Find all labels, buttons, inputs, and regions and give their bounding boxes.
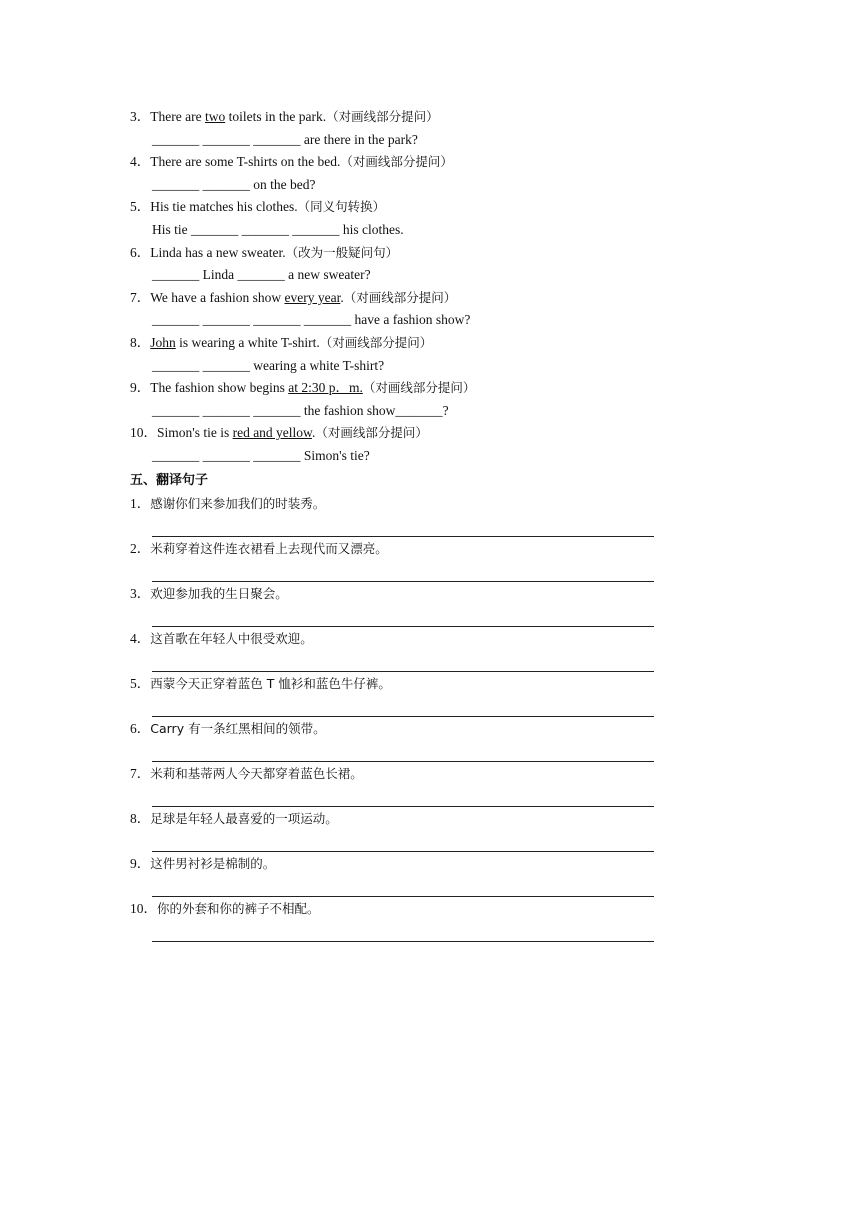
item-number: 9． xyxy=(130,855,151,871)
sentence-text: . xyxy=(340,289,344,305)
translation-question xyxy=(130,763,690,785)
chinese-sentence: 这首歌在年轻人中很受欢迎。 xyxy=(150,630,313,646)
exercise-item-4 xyxy=(130,151,690,196)
item-number: 5． xyxy=(130,675,151,691)
exercise-sentence xyxy=(130,377,690,400)
exercise-item-10 xyxy=(130,422,690,467)
exercise-sentence xyxy=(130,106,690,129)
instruction-text: （改为一般疑问句） xyxy=(285,244,399,260)
exercise-sentence xyxy=(130,332,690,355)
chinese-sentence: 米莉穿着这件连衣裙看上去现代而又漂亮。 xyxy=(150,540,388,556)
sentence-text: is wearing a white T-shirt. xyxy=(175,334,320,350)
translation-item-1 xyxy=(130,493,690,537)
chinese-sentence: 欢迎参加我的生日聚会。 xyxy=(150,585,288,601)
item-number: 7． xyxy=(130,765,151,781)
translation-item-2 xyxy=(130,538,690,582)
exercise-item-7 xyxy=(130,287,690,332)
answer-line[interactable] xyxy=(152,560,654,582)
sentence-text: Linda has a new sweater. xyxy=(150,244,286,260)
exercise-number: 4． xyxy=(130,154,151,170)
answer-blank-line[interactable]: _______ _______ _______ _______ have a fashion show? xyxy=(152,312,471,328)
answer-blank-line[interactable]: _______ _______ _______ the fashion show_______? xyxy=(152,402,449,418)
section-title: 五、翻译句子 xyxy=(130,472,209,488)
exercise-sentence xyxy=(130,422,690,445)
exercise-item-5 xyxy=(130,196,690,241)
exercise-number: 3． xyxy=(130,109,151,124)
instruction-text: （对画线部分提问） xyxy=(343,289,457,305)
item-number: 4． xyxy=(130,630,151,646)
exercise-sentence xyxy=(130,242,690,265)
translation-question xyxy=(130,583,690,605)
item-number: 6． xyxy=(130,720,151,736)
item-number: 2． xyxy=(130,540,151,556)
answer-line[interactable] xyxy=(152,695,654,717)
chinese-sentence: 西蒙今天正穿着蓝色 T 恤衫和蓝色牛仔裤。 xyxy=(150,675,391,691)
exercise-number: 8． xyxy=(130,334,151,350)
underlined-part: two xyxy=(204,109,226,124)
exercise-item-8 xyxy=(130,332,690,377)
item-number: 3． xyxy=(130,585,151,601)
translation-question xyxy=(130,538,690,560)
chinese-sentence: 足球是年轻人最喜爱的一项运动。 xyxy=(150,810,338,826)
sentence-text: There are some T-shirts on the bed. xyxy=(150,154,341,170)
answer-blank-line[interactable]: His tie _______ _______ _______ his clothes. xyxy=(152,221,404,237)
answer-line[interactable] xyxy=(152,515,654,537)
answer-blank-line[interactable]: _______ Linda _______ a new sweater? xyxy=(152,267,371,283)
exercise-number: 6． xyxy=(130,244,151,260)
item-number: 8． xyxy=(130,810,151,826)
exercise-number: 10． xyxy=(130,425,157,441)
exercise-item-6 xyxy=(130,242,690,287)
translation-item-7 xyxy=(130,763,690,807)
instruction-text: （对画线部分提问） xyxy=(319,334,433,350)
sentence-text: Simon's tie is xyxy=(157,425,233,441)
instruction-text: （对画线部分提问） xyxy=(340,154,453,170)
answer-line[interactable] xyxy=(152,740,654,762)
underlined-part: at 2:30 p．m. xyxy=(288,380,363,396)
underlined-part: red and yellow xyxy=(232,425,312,441)
sentence-text: The fashion show begins xyxy=(150,380,289,396)
translation-question xyxy=(130,898,690,920)
instruction-text: （对画线部分提问） xyxy=(315,425,428,441)
answer-blank-line[interactable]: _______ _______ on the bed? xyxy=(152,176,316,192)
answer-line[interactable] xyxy=(152,605,654,627)
translation-question xyxy=(130,808,690,830)
answer-blank-line[interactable]: _______ _______ _______ Simon's tie? xyxy=(152,447,370,463)
exercise-number: 9． xyxy=(130,380,151,396)
instruction-text: （对画线部分提问） xyxy=(362,380,476,396)
translation-item-3 xyxy=(130,583,690,627)
sentence-text: We have a fashion show xyxy=(150,289,285,305)
translation-item-8 xyxy=(130,808,690,852)
exercise-sentence xyxy=(130,196,690,219)
translation-question xyxy=(130,628,690,650)
exercise-sentence xyxy=(130,287,690,310)
translation-item-4 xyxy=(130,628,690,672)
answer-blank-line[interactable]: _______ _______ _______ are there in the park? xyxy=(152,131,418,147)
chinese-sentence: Carry 有一条红黑相间的领带。 xyxy=(150,720,326,736)
chinese-sentence: 你的外套和你的裤子不相配。 xyxy=(157,900,320,916)
exercise-item-9 xyxy=(130,377,690,422)
translation-item-9 xyxy=(130,853,690,897)
answer-line[interactable] xyxy=(152,875,654,897)
worksheet-page xyxy=(130,106,690,943)
translation-item-10 xyxy=(130,898,690,942)
instruction-text: （对画线部分提问） xyxy=(326,109,439,124)
translation-question xyxy=(130,673,690,695)
translation-item-5 xyxy=(130,673,690,717)
chinese-sentence: 感谢你们来参加我们的时装秀。 xyxy=(150,495,326,511)
answer-line[interactable] xyxy=(152,650,654,672)
sentence-text: . xyxy=(311,425,316,441)
answer-line[interactable] xyxy=(152,920,654,942)
item-number: 10． xyxy=(130,900,157,916)
translation-question xyxy=(130,853,690,875)
sentence-text: There are xyxy=(150,109,205,124)
exercise-number: 5． xyxy=(130,199,151,215)
exercise-number: 7． xyxy=(130,289,151,305)
exercise-sentence xyxy=(130,151,690,174)
translation-question xyxy=(130,718,690,740)
chinese-sentence: 这件男衬衫是棉制的。 xyxy=(150,855,276,871)
sentence-text: His tie matches his clothes. xyxy=(150,199,298,215)
chinese-sentence: 米莉和基蒂两人今天都穿着蓝色长裙。 xyxy=(150,765,363,781)
exercise-item-3 xyxy=(130,106,690,151)
instruction-text: （同义句转换） xyxy=(297,199,386,215)
translation-question xyxy=(130,493,690,515)
underlined-part: John xyxy=(150,334,176,350)
answer-blank-line[interactable]: _______ _______ wearing a white T-shirt? xyxy=(152,357,385,373)
underlined-part: every year xyxy=(284,289,341,305)
translation-item-6 xyxy=(130,718,690,762)
item-number: 1． xyxy=(130,495,151,511)
answer-line[interactable] xyxy=(152,830,654,852)
sentence-text: toilets in the park. xyxy=(225,109,327,124)
answer-line[interactable] xyxy=(152,785,654,807)
